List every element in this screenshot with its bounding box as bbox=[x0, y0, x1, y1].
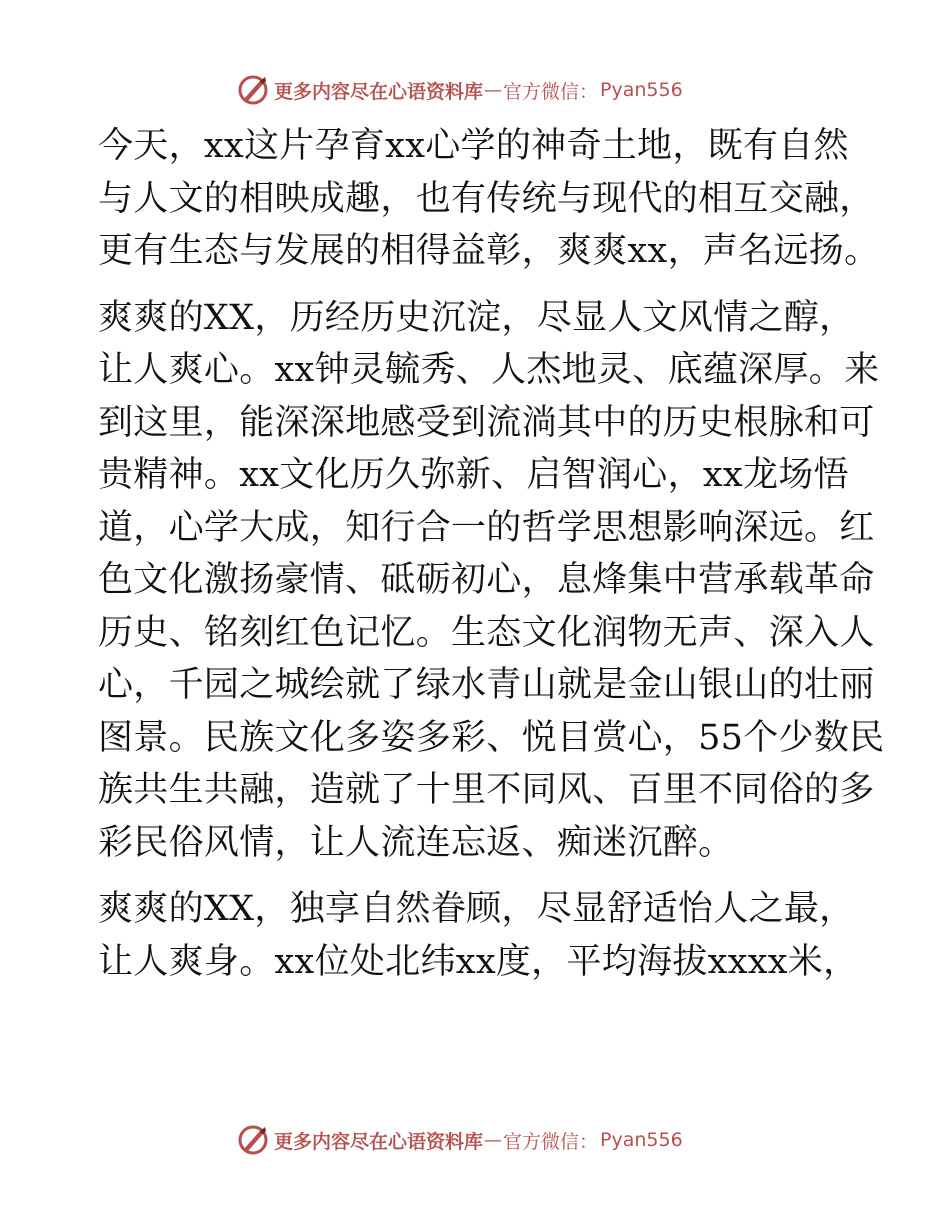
text-line: 让人爽心。xx钟灵毓秀、人杰地灵、底蕴深厚。来 bbox=[98, 350, 880, 390]
text-line: 心，千园之城绘就了绿水青山就是金山银山的壮丽 bbox=[98, 665, 875, 705]
banner-wechat-label: 官方微信： bbox=[503, 80, 599, 103]
header-banner bbox=[0, 70, 950, 110]
banner-main-text: 更多内容尽在心语资料库 bbox=[274, 1130, 484, 1153]
text-line: 到这里，能深深地感受到流淌其中的历史根脉和可 bbox=[98, 402, 875, 443]
text-line: 彩民俗风情，让人流连忘返、痴迷沉醉。 bbox=[98, 822, 734, 863]
quill-pen-logo-icon bbox=[236, 1123, 270, 1157]
text-line: 今天，xx这片孕育xx心学的神奇土地，既有自然 bbox=[98, 126, 849, 166]
banner-content bbox=[236, 1122, 683, 1158]
text-line: 更有生态与发展的相得益彰，爽爽xx，声名远扬。 bbox=[98, 231, 880, 271]
banner-dash: — bbox=[484, 1129, 503, 1151]
text-line: 贵精神。xx文化历久弥新、启智润心，xx龙场悟 bbox=[98, 455, 849, 495]
banner-wechat-label: 官方微信： bbox=[503, 1130, 599, 1153]
banner-main-text: 更多内容尽在心语资料库 bbox=[274, 80, 484, 103]
paragraph-culture bbox=[98, 292, 885, 870]
text-line: 图景。民族文化多姿多彩、悦目赏心，55个少数民 bbox=[98, 717, 885, 758]
text-line: 族共生共融，造就了十里不同风、百里不同俗的多 bbox=[98, 770, 875, 810]
text-line: 爽爽的XX，历经历史沉淀，尽显人文风情之醇， bbox=[98, 297, 855, 338]
banner-wechat-id: Pyan556 bbox=[600, 1129, 683, 1151]
quill-pen-logo-icon bbox=[236, 73, 270, 107]
text-line: 爽爽的XX，独享自然眷顾，尽显舒适怡人之最， bbox=[98, 889, 855, 929]
paragraph-nature bbox=[98, 883, 858, 988]
text-line: 色文化激扬豪情、砥砺初心，息烽集中营承载革命 bbox=[98, 560, 875, 600]
footer-banner bbox=[0, 1120, 950, 1160]
banner-dash: — bbox=[484, 79, 503, 101]
text-line: 历史、铭刻红色记忆。生态文化润物无声、深入人 bbox=[98, 612, 875, 653]
banner-wechat-id: Pyan556 bbox=[600, 79, 683, 101]
text-line: 与人文的相映成趣，也有传统与现代的相互交融， bbox=[98, 178, 875, 219]
banner-content bbox=[236, 72, 683, 108]
text-line: 道，心学大成，知行合一的哲学思想影响深远。红 bbox=[98, 507, 875, 548]
text-line: 让人爽身。xx位处北纬xx度，平均海拔xxxx米， bbox=[98, 941, 859, 982]
paragraph-intro bbox=[98, 120, 880, 278]
document-body bbox=[98, 120, 885, 988]
